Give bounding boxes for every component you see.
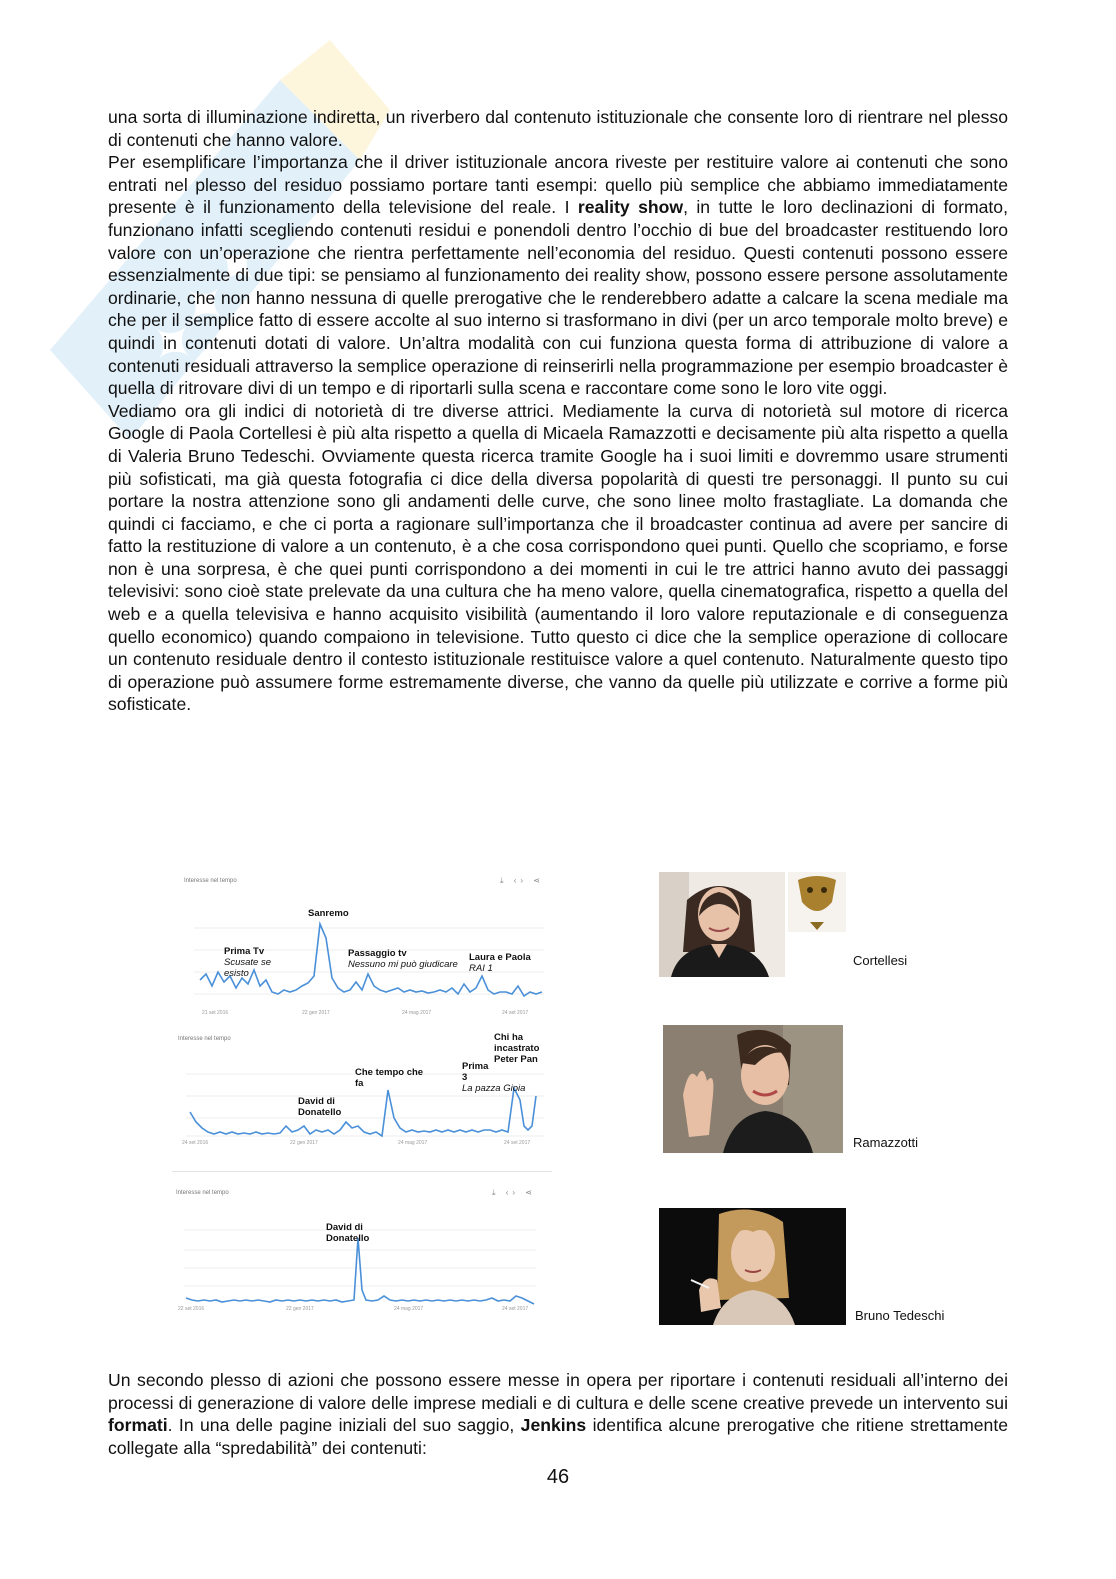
annotation-laura-e-paola: Laura e Paola RAI 1 [469, 952, 531, 974]
annotation-passaggio-tv: Passaggio tv Nessuno mi può giudicare [348, 948, 458, 970]
paragraph-text: , in tutte le loro declinazioni di formato, funzionano infatti scegliendo contenuti residui e ponendoli dentro l’occhio di bue del broadcaster restituendo loro valore con un’operazione che rientra perfettamente nell’economia del residuo. Questi contenuti possono essere essenzialmente di due tipi: se pensiamo al funzionamento dei reality show, possono essere persone assolutamente ordinarie, che non hanno nessuna di quelle prerogative che le renderebbero adatte a calcare la scena mediale ma che per il semplice fatto di essere accolte al suo interno si trasformano in divi (per un arco temporale molto breve) e quindi in contenuti dotati di valore. Un’altra modalità con cui funziona questa forma di attribuzione di valore a contenuti residuali attraverso la semplice operazione di reinserirli nella programmazione per esempio broadcaster è quella di ritrovare divi di un tempo e di riportarli sulla scena e raccontare come sono le loro vite oggi. [108, 197, 1008, 399]
trend-actions-icons: ⤓ ‹› ⋖ [491, 1188, 536, 1197]
svg-text:22 set 2016: 22 set 2016 [178, 1306, 205, 1312]
svg-text:22 gen 2017: 22 gen 2017 [302, 1010, 330, 1016]
photo-caption-bruno-tedeschi: Bruno Tedeschi [855, 1308, 945, 1323]
trend-header: Interesse nel tempo [176, 1190, 229, 1196]
bold-term-formati: formati [108, 1415, 168, 1436]
trend-chart-cortellesi [172, 868, 552, 1016]
trend-plot [172, 868, 552, 1016]
paragraph-text: Per esemplificare l’importanza che il driver istituzionale ancora riveste per restituire valore ai contenuti che sono entrati nel plesso del residuo possiamo portare tanti esempi: quello più semplice che abbiamo immediatamente presente è il funzionamento della televisione del reale. I [108, 152, 1008, 218]
paragraph-text: Vediamo ora gli indici di notorietà di tre diverse attrici. Mediamente la curva di notorietà sul motore di ricerca Google di Paola Cortellesi è più alta rispetto a quella di Micaela Ramazzotti e decisamente più alta rispetto a quella di Valeria Bruno Tedeschi. Ovviamente questa ricerca tramite Google ha i suoi limiti e dovremmo usare strumenti più sofisticati, ma già questa fotografia ci dice della diversa popolarità di questi tre personaggi. Il punto su cui portare la nostra attenzione sono gli andamenti delle curve, che sono linee molto frastagliate. La domanda che quindi ci facciamo, e che ci porta a ragionare sull’importanza che il broadcaster continua ad avere per sancire di fatto la restituzione di valore a un contenuto, è a che cosa corrispondono quei punti. Quello che scopriamo, e forse non è una sorpresa, è che quei punti corrispondono a dei momenti in cui le tre attrici hanno avuto dei passaggi televisivi: sono cioè state prelevate da una cultura che ha meno valore, quella cinematografica, rispetto a quella del web e a quella televisiva e hanno acquisito visibilità (aumentando il loro valore reputazionale e di conseguenza quello economico) quando compaiono in televisione. Tutto questo ci dice che la semplice operazione di collocare un contenuto residuale dentro il contesto istituzionale restituisce valore a quel contenuto. Naturalmente questo tipo di operazione può assumere forme estremamente diverse, che vanno da quelle più utilizzate e corrive a forme più sofisticate. [108, 400, 1008, 715]
annotation-prima-tv: Prima Tv Scusate se esisto [224, 946, 271, 979]
svg-text:22 gen 2017: 22 gen 2017 [290, 1140, 318, 1146]
svg-text:24 set 2017: 24 set 2017 [502, 1010, 529, 1016]
trend-chart-bruno-tedeschi [172, 1180, 544, 1315]
annotation-david-di-donatello: David di Donatello [326, 1222, 370, 1244]
svg-text:24 mag 2017: 24 mag 2017 [394, 1306, 424, 1312]
trend-line [190, 1088, 536, 1136]
photo-caption-cortellesi: Cortellesi [853, 953, 908, 968]
svg-text:24 mag 2017: 24 mag 2017 [398, 1140, 428, 1146]
svg-text:24 mag 2017: 24 mag 2017 [402, 1010, 432, 1016]
trend-plot [172, 1180, 544, 1315]
trend-actions-icons: ⤓ ‹› ⋖ [499, 876, 544, 885]
paragraph-text: Un secondo plesso di azioni che possono essere messe in opera per riportare i contenuti residuali all’interno dei processi di generazione di valore delle imprese mediali e di cultura e delle scene creative prevede un intervento sui [108, 1370, 1008, 1413]
body-paragraph-2 [108, 1369, 1008, 1459]
svg-text:22 gen 2017: 22 gen 2017 [286, 1306, 314, 1312]
svg-text:24 set 2016: 24 set 2016 [182, 1140, 209, 1146]
photo-caption-ramazzotti: Ramazzotti [853, 1135, 919, 1150]
body-paragraph-1 [108, 106, 1008, 716]
paragraph-text: una sorta di illuminazione indiretta, un riverbero dal contenuto istituzionale che consente loro di rientrare nel plesso di contenuti che hanno valore. [108, 107, 1008, 150]
annotation-chi-ha-incastrato-peter-pan: Chi ha incastrato Peter Pan [494, 1032, 540, 1065]
svg-text:24 set 2017: 24 set 2017 [504, 1140, 531, 1146]
annotation-david-di-donatello: David di Donatello [298, 1096, 342, 1118]
trend-header: Interesse nel tempo [178, 1036, 231, 1042]
annotation-prima-3: Prima 3 La pazza Gioia [462, 1061, 526, 1094]
decorative-mask-sculpture [788, 872, 846, 932]
trend-line [186, 1238, 534, 1304]
photo-ramazzotti [663, 1025, 843, 1153]
bold-term-reality-show: reality show [577, 197, 684, 218]
photo-cortellesi [659, 872, 785, 977]
annotation-sanremo: Sanremo [308, 908, 349, 919]
paragraph-text: . In una delle pagine iniziali del suo saggio, [167, 1415, 521, 1436]
annotation-che-tempo-che-fa: Che tempo che fa [355, 1067, 424, 1089]
trend-chart-ramazzotti [172, 1026, 552, 1172]
svg-text:✦✦✦: ✦✦✦ [131, 224, 282, 386]
paragraph-text: identifica alcune prerogative che ritiene strettamente collegate alla “spredabilità” dei contenuti: [108, 1415, 1008, 1458]
photo-bruno-tedeschi [659, 1208, 846, 1325]
svg-text:24 set 2017: 24 set 2017 [502, 1306, 529, 1312]
bold-term-jenkins: Jenkins [520, 1415, 587, 1436]
trend-header: Interesse nel tempo [184, 878, 237, 884]
svg-text:21 set 2016: 21 set 2016 [202, 1010, 229, 1016]
page-number: 46 [546, 1466, 570, 1488]
